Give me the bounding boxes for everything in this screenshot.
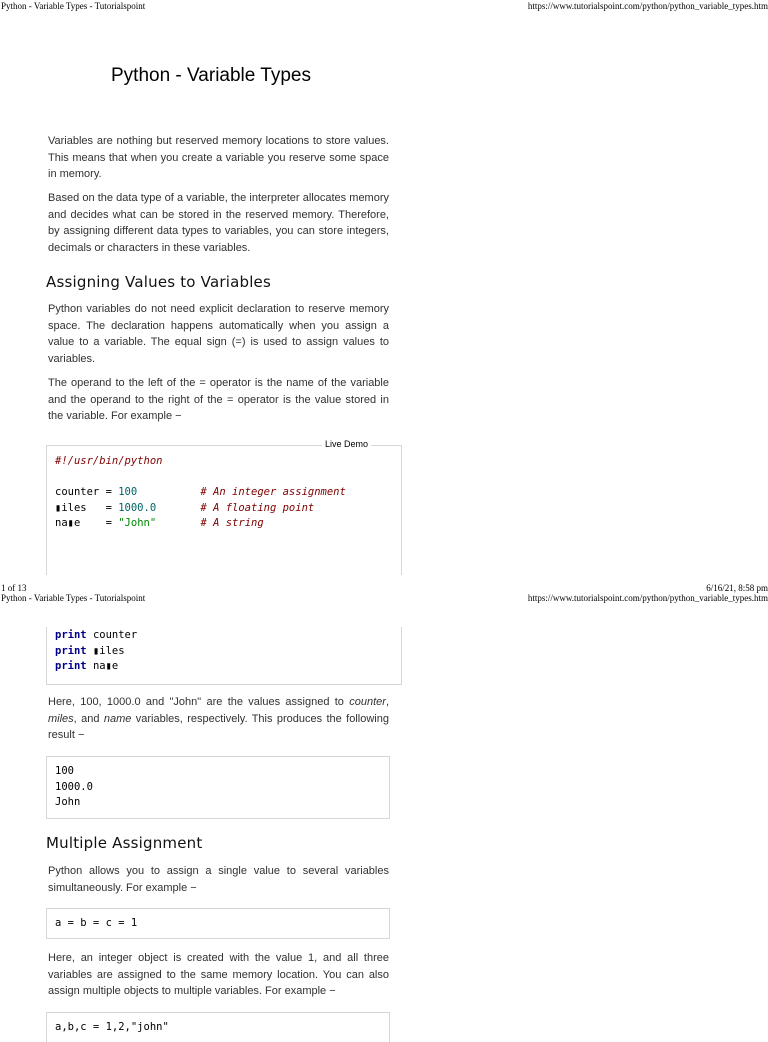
code-keyword-print: print: [55, 644, 87, 657]
section2-paragraph-1: Python allows you to assign a single value to several variables simultaneously. For example −: [48, 865, 389, 894]
code-eq: =: [86, 501, 119, 514]
code-var-name: na▮e: [55, 517, 81, 530]
print-header: [0, 0, 768, 12]
var-name-name: name: [103, 712, 132, 725]
multi-objects-code: a,b,c = 1,2,"john": [55, 1021, 169, 1033]
intro-paragraph-1: Variables are nothing but reserved memory locations to store values. This means that when you create a variable you reserve some space in memory.: [48, 135, 389, 181]
code-keyword-print: print: [55, 660, 87, 673]
page-title: Python - Variable Types: [111, 65, 311, 86]
print-timestamp: 6/16/21, 8:58 pm: [706, 583, 768, 593]
live-demo-link[interactable]: Live Demo: [322, 439, 371, 449]
output-block: [55, 764, 93, 811]
code-value-1000: 1000.0: [118, 501, 157, 514]
code-eq: =: [80, 517, 119, 530]
var-name-counter: counter: [349, 696, 386, 708]
section-heading-multiple-assignment: Multiple Assignment: [46, 834, 203, 852]
print-doc-title: Python - Variable Types - Tutorialspoint: [1, 593, 146, 603]
code-comment-float: # A floating point: [200, 501, 315, 514]
multi-assign-code-box: [46, 908, 390, 939]
code-example-box-continued: [46, 627, 402, 685]
code-comment-integer: # An integer assignment: [200, 486, 346, 499]
output-box: [46, 756, 390, 819]
output-line: 1000.0: [55, 780, 93, 793]
result-paragraph: Here, 100, 1000.0 and "John" are the values assigned to counter, miles, and name variables, respectively. This produces the following result −: [48, 696, 389, 742]
code-value-100: 100: [118, 486, 138, 499]
code-print-counter: counter: [92, 629, 138, 641]
code-example-box: [46, 445, 402, 575]
section1-paragraph-1: Python variables do not need explicit declaration to reserve memory space. The declaration happens automatically when you assign a value to a variable. The equal sign (=) is used to assign values to variables.: [48, 303, 389, 365]
code-value-john: "John": [118, 517, 157, 530]
intro-paragraph-2: Based on the data type of a variable, the interpreter allocates memory and decides what can be stored in the reserved memory. Therefore, by assigning different data types to variables, you can store integers, decimals or characters in these variables.: [48, 192, 389, 254]
code-comment-string: # A string: [200, 517, 264, 530]
section-heading-assigning-values: Assigning Values to Variables: [46, 273, 271, 291]
multi-objects-code-box: [46, 1012, 390, 1042]
output-line: John: [55, 796, 81, 809]
output-line: 100: [55, 765, 74, 777]
code-print-name: na▮e: [92, 660, 119, 673]
code-block: [55, 454, 346, 532]
code-keyword-print: print: [55, 629, 87, 641]
print-header-page-2: [0, 592, 768, 604]
code-eq: =: [99, 486, 119, 499]
print-url: https://www.tutorialspoint.com/python/python_variable_types.htm: [527, 593, 768, 603]
print-page-number: 1 of 13: [1, 583, 27, 593]
section2-paragraph-2: Here, an integer object is created with the value 1, and all three variables are assigned to the same memory location. You can also assign multiple objects to multiple variables. For example −: [48, 952, 389, 998]
code-var-counter: counter: [55, 486, 100, 499]
print-doc-title: Python - Variable Types - Tutorialspoint: [1, 1, 146, 11]
multi-assign-code: a = b = c = 1: [55, 917, 138, 929]
code-print-miles: ▮iles: [92, 644, 125, 657]
code-shebang: #!/usr/bin/python: [55, 455, 163, 467]
code-block-continued: [55, 628, 137, 675]
code-var-miles: ▮iles: [55, 501, 87, 514]
section1-paragraph-2: The operand to the left of the = operator is the name of the variable and the operand to the right of the = operator is the value stored in the variable. For example −: [48, 377, 389, 423]
var-name-miles: miles: [48, 712, 74, 725]
print-url: https://www.tutorialspoint.com/python/python_variable_types.htm: [527, 1, 768, 11]
